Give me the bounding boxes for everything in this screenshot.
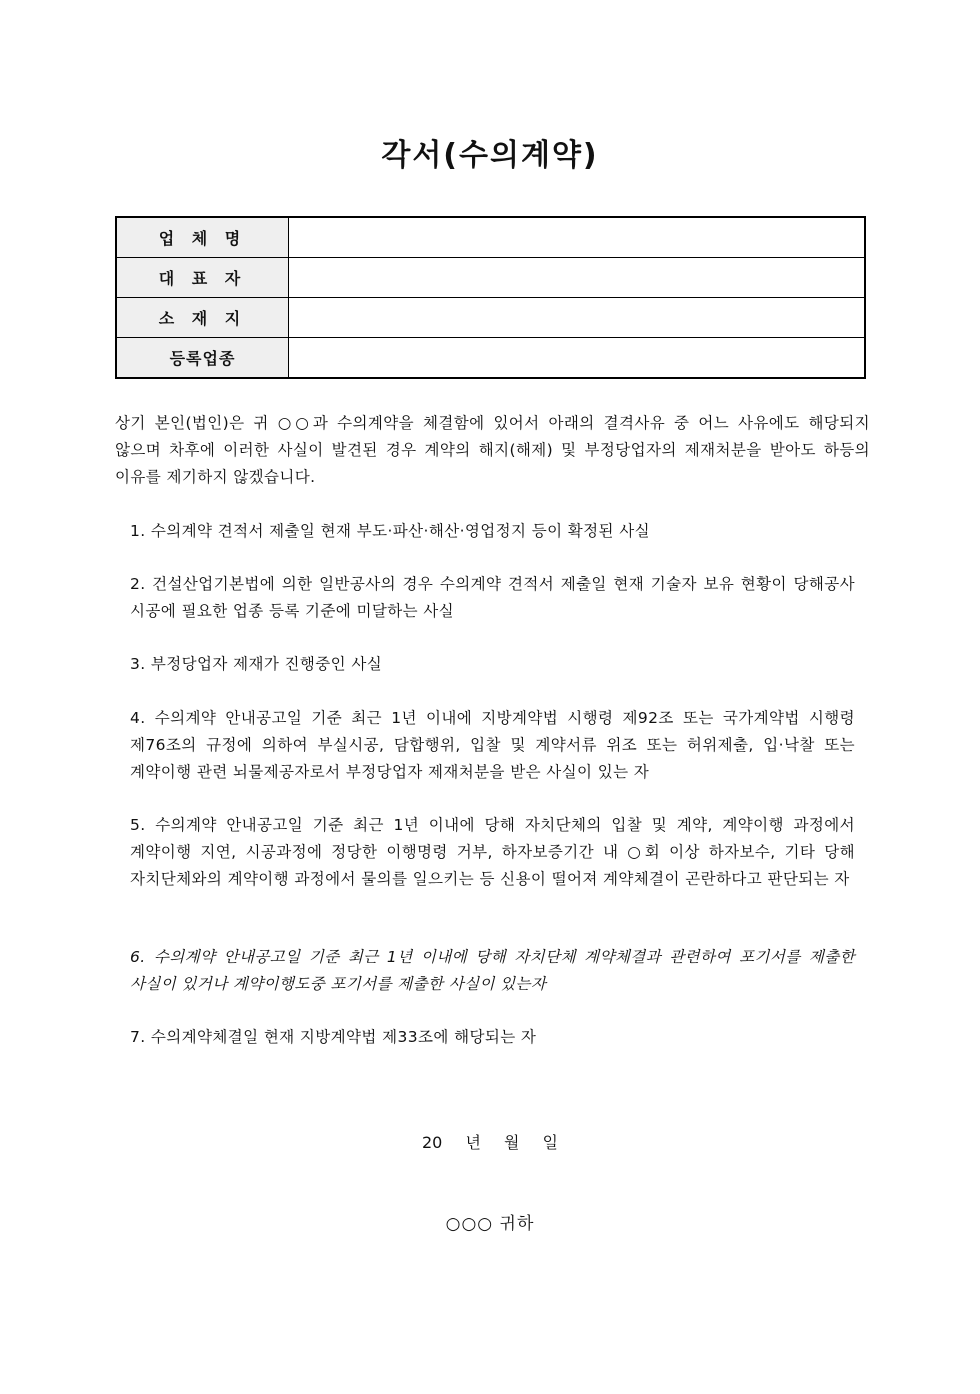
list-item: 7. 수의계약체결일 현재 지방계약법 제33조에 해당되는 자 [130,1028,537,1046]
table-row [116,258,865,298]
date-line: 20 년 월 일 [422,1133,558,1152]
table-row [116,298,865,338]
recipient-line: ○○○ 귀하 [445,1214,535,1234]
address-label: 소 재 지 [116,298,289,338]
address-value [289,298,866,338]
intro-paragraph: 상기 본인(법인)은 귀 ○○과 수의계약을 체결함에 있어서 아래의 결격사유 중 어느 사유에도 해당되지 않으며 차후에 이러한 사실이 발견된 경우 계약의 해지(해제) 및 부정당업자의 제재처분을 받아도 하등의 이유를 제기하지 않겠습니다. [115,414,870,486]
list-item: 2. 건설산업기본법에 의한 일반공사의 경우 수의계약 견적서 제출일 현재 기술자 보유 현황이 당해공사 시공에 필요한 업종 등록 기준에 미달하는 사실 [130,575,855,620]
table-row [116,217,865,258]
company-name-label: 업 체 명 [116,217,289,258]
list-item: 5. 수의계약 안내공고일 기준 최근 1년 이내에 당해 자치단체의 입찰 및 계약, 계약이행 과정에서 계약이행 지연, 시공과정에 정당한 이행명령 거부, 하자보증기간 내 ○회 이상 하자보수, 기타 당해 자치단체와의 계약이행 과정에서 물의를 일으키는 등 신용이 떨어져 계약체결이 곤란하다고 판단되는 자 [130,816,855,888]
company-name-value [289,217,866,258]
list-item: 1. 수의계약 견적서 제출일 현재 부도·파산·해산·영업정지 등이 확정된 사실 [130,522,651,540]
document-title: 각서(수의계약) [381,138,599,173]
list-item: 6. 수의계약 안내공고일 기준 최근 1년 이내에 당해 자치단체 계약체결과 관련하여 포기서를 제출한 사실이 있거나 계약이행도중 포기서를 제출한 사실이 있는자 [130,948,855,993]
representative-label: 대 표 자 [116,258,289,298]
list-item: 4. 수의계약 안내공고일 기준 최근 1년 이내에 지방계약법 시행령 제92조 또는 국가계약법 시행령 제76조의 규정에 의하여 부실시공, 담합행위, 입찰 및 계약서류 위조 또는 허위제출, 입·낙찰 또는 계약이행 관련 뇌물제공자로서 부정당업자 제재처분을 받은 사실이 있는 자 [130,709,855,781]
table-row [116,338,865,379]
registered-business-value [289,338,866,379]
representative-value [289,258,866,298]
company-info-table [115,216,866,379]
registered-business-label: 등록업종 [116,338,289,379]
list-item: 3. 부정당업자 제재가 진행중인 사실 [130,655,383,673]
